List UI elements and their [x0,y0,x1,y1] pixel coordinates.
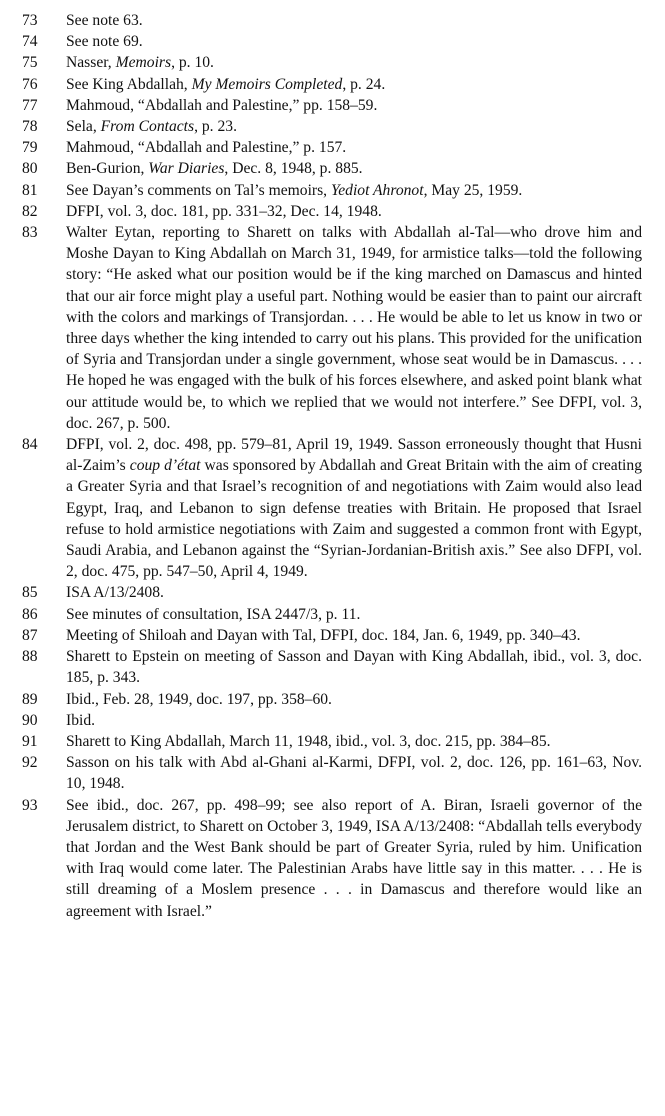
endnote [22,116,642,137]
endnote [22,752,642,794]
note-number: 75 [22,54,38,72]
endnote [22,582,642,603]
note-text: Sasson on his talk with Abd al-Ghani al-Karmi, DFPI, vol. 2, doc. 126, pp. 161–63, Nov. 10, 1948. [66,754,642,793]
endnote [22,137,642,158]
note-text: ISA A/13/2408. [66,584,164,602]
note-text: Nasser, Memoirs, p. 10. [66,54,214,72]
endnotes-page [22,10,642,922]
note-number: 73 [22,12,38,29]
note-number: 85 [22,584,38,602]
note-text: Ben-Gurion, War Diaries, Dec. 8, 1948, p. 885. [66,160,363,178]
note-text: See note 63. [66,12,143,29]
endnote [22,10,642,31]
note-text: See Dayan’s comments on Tal’s memoirs, Yediot Ahronot, May 25, 1959. [66,181,523,199]
note-number: 93 [22,796,38,814]
endnote [22,158,642,179]
endnote [22,710,642,731]
endnote [22,604,642,625]
endnote [22,222,642,434]
note-text: See minutes of consultation, ISA 2447/3, p. 11. [66,605,361,623]
note-number: 77 [22,96,38,114]
endnote [22,795,642,922]
note-number: 90 [22,711,38,729]
endnote [22,31,642,52]
note-number: 74 [22,33,38,51]
note-text: Ibid., Feb. 28, 1949, doc. 197, pp. 358–60. [66,690,332,708]
note-number: 89 [22,690,38,708]
note-number: 83 [22,224,38,242]
note-number: 87 [22,626,38,644]
endnote [22,201,642,222]
endnote [22,731,642,752]
endnote [22,180,642,201]
endnote [22,646,642,688]
note-text: Mahmoud, “Abdallah and Palestine,” pp. 158–59. [66,96,378,114]
note-text: See King Abdallah, My Memoirs Completed, p. 24. [66,75,386,93]
note-text: Walter Eytan, reporting to Sharett on talks with Abdallah al-Tal—who drove him and Moshe Dayan to King Abdallah on March 31, 1949, for armistice talks—told the following story: “He asked what our position would be if the king marched on Damascus and hinted that our air force might play a useful part. Nothing would be easier than to paint our aircraft with the colors and markings of Transjordan. . . . He would be able to let us know in two or three days whether the king intended to carry out his plans. This provided for the unification of Syria and Transjordan under a single government, whose seat would be in Damascus. . . . He hoped he was engaged with the bulk of his forces elsewhere, and asked point blank what our attitude would be, to which we replied that we would not interfere.” See DFPI, vol. 3, doc. 267, p. 500. [66,224,642,432]
endnote [22,52,642,73]
note-number: 82 [22,202,38,220]
note-text: Sharett to King Abdallah, March 11, 1948, ibid., vol. 3, doc. 215, pp. 384–85. [66,732,551,750]
note-number: 88 [22,648,38,666]
note-number: 92 [22,754,38,772]
note-text: Mahmoud, “Abdallah and Palestine,” p. 157. [66,139,347,157]
note-text: Sela, From Contacts, p. 23. [66,118,237,136]
note-number: 86 [22,605,38,623]
note-number: 84 [22,436,38,454]
note-text: DFPI, vol. 3, doc. 181, pp. 331–32, Dec. 14, 1948. [66,202,382,220]
note-number: 91 [22,732,38,750]
note-text: Sharett to Epstein on meeting of Sasson and Dayan with King Abdallah, ibid., vol. 3, doc. 185, p. 343. [66,648,642,687]
endnote [22,74,642,95]
endnote [22,434,642,582]
note-text: DFPI, vol. 2, doc. 498, pp. 579–81, April 19, 1949. Sasson erroneously thought that Husni al-Zaim’s coup d’état was sponsored by Abdallah and Great Britain with the aim of creating a Greater Syria and that Israel’s recognition of and negotiations with Zaim would also lead Egypt, Iraq, and Lebanon to sign defense treaties with Britain. He proposed that Israel refuse to hold armistice negotiations with Zaim and suggested a common front with Egypt, Saudi Arabia, and Lebanon against the “Syrian-Jordanian-British axis.” See also DFPI, vol. 2, doc. 475, pp. 547–50, April 4, 1949. [66,436,642,581]
note-number: 78 [22,118,38,136]
note-number: 76 [22,75,38,93]
note-number: 80 [22,160,38,178]
note-text: Meeting of Shiloah and Dayan with Tal, DFPI, doc. 184, Jan. 6, 1949, pp. 340–43. [66,626,581,644]
note-text: See ibid., doc. 267, pp. 498–99; see also report of A. Biran, Israeli governor of the Jerusalem district, to Sharett on October 3, 1949, ISA A/13/2408: “Abdallah tells everybody that Jordan and the West Bank should be part of Greater Syria, ruled by him. Unification with Iraq would come later. The Palestinian Arabs have little say in this matter. . . . He is still dreaming of a Moslem presence . . . in Damascus and therefore would like an agreement with Israel.” [66,796,642,920]
endnote [22,689,642,710]
endnote [22,625,642,646]
endnote [22,95,642,116]
note-text: See note 69. [66,33,143,51]
note-number: 81 [22,181,38,199]
note-number: 79 [22,139,38,157]
note-text: Ibid. [66,711,96,729]
